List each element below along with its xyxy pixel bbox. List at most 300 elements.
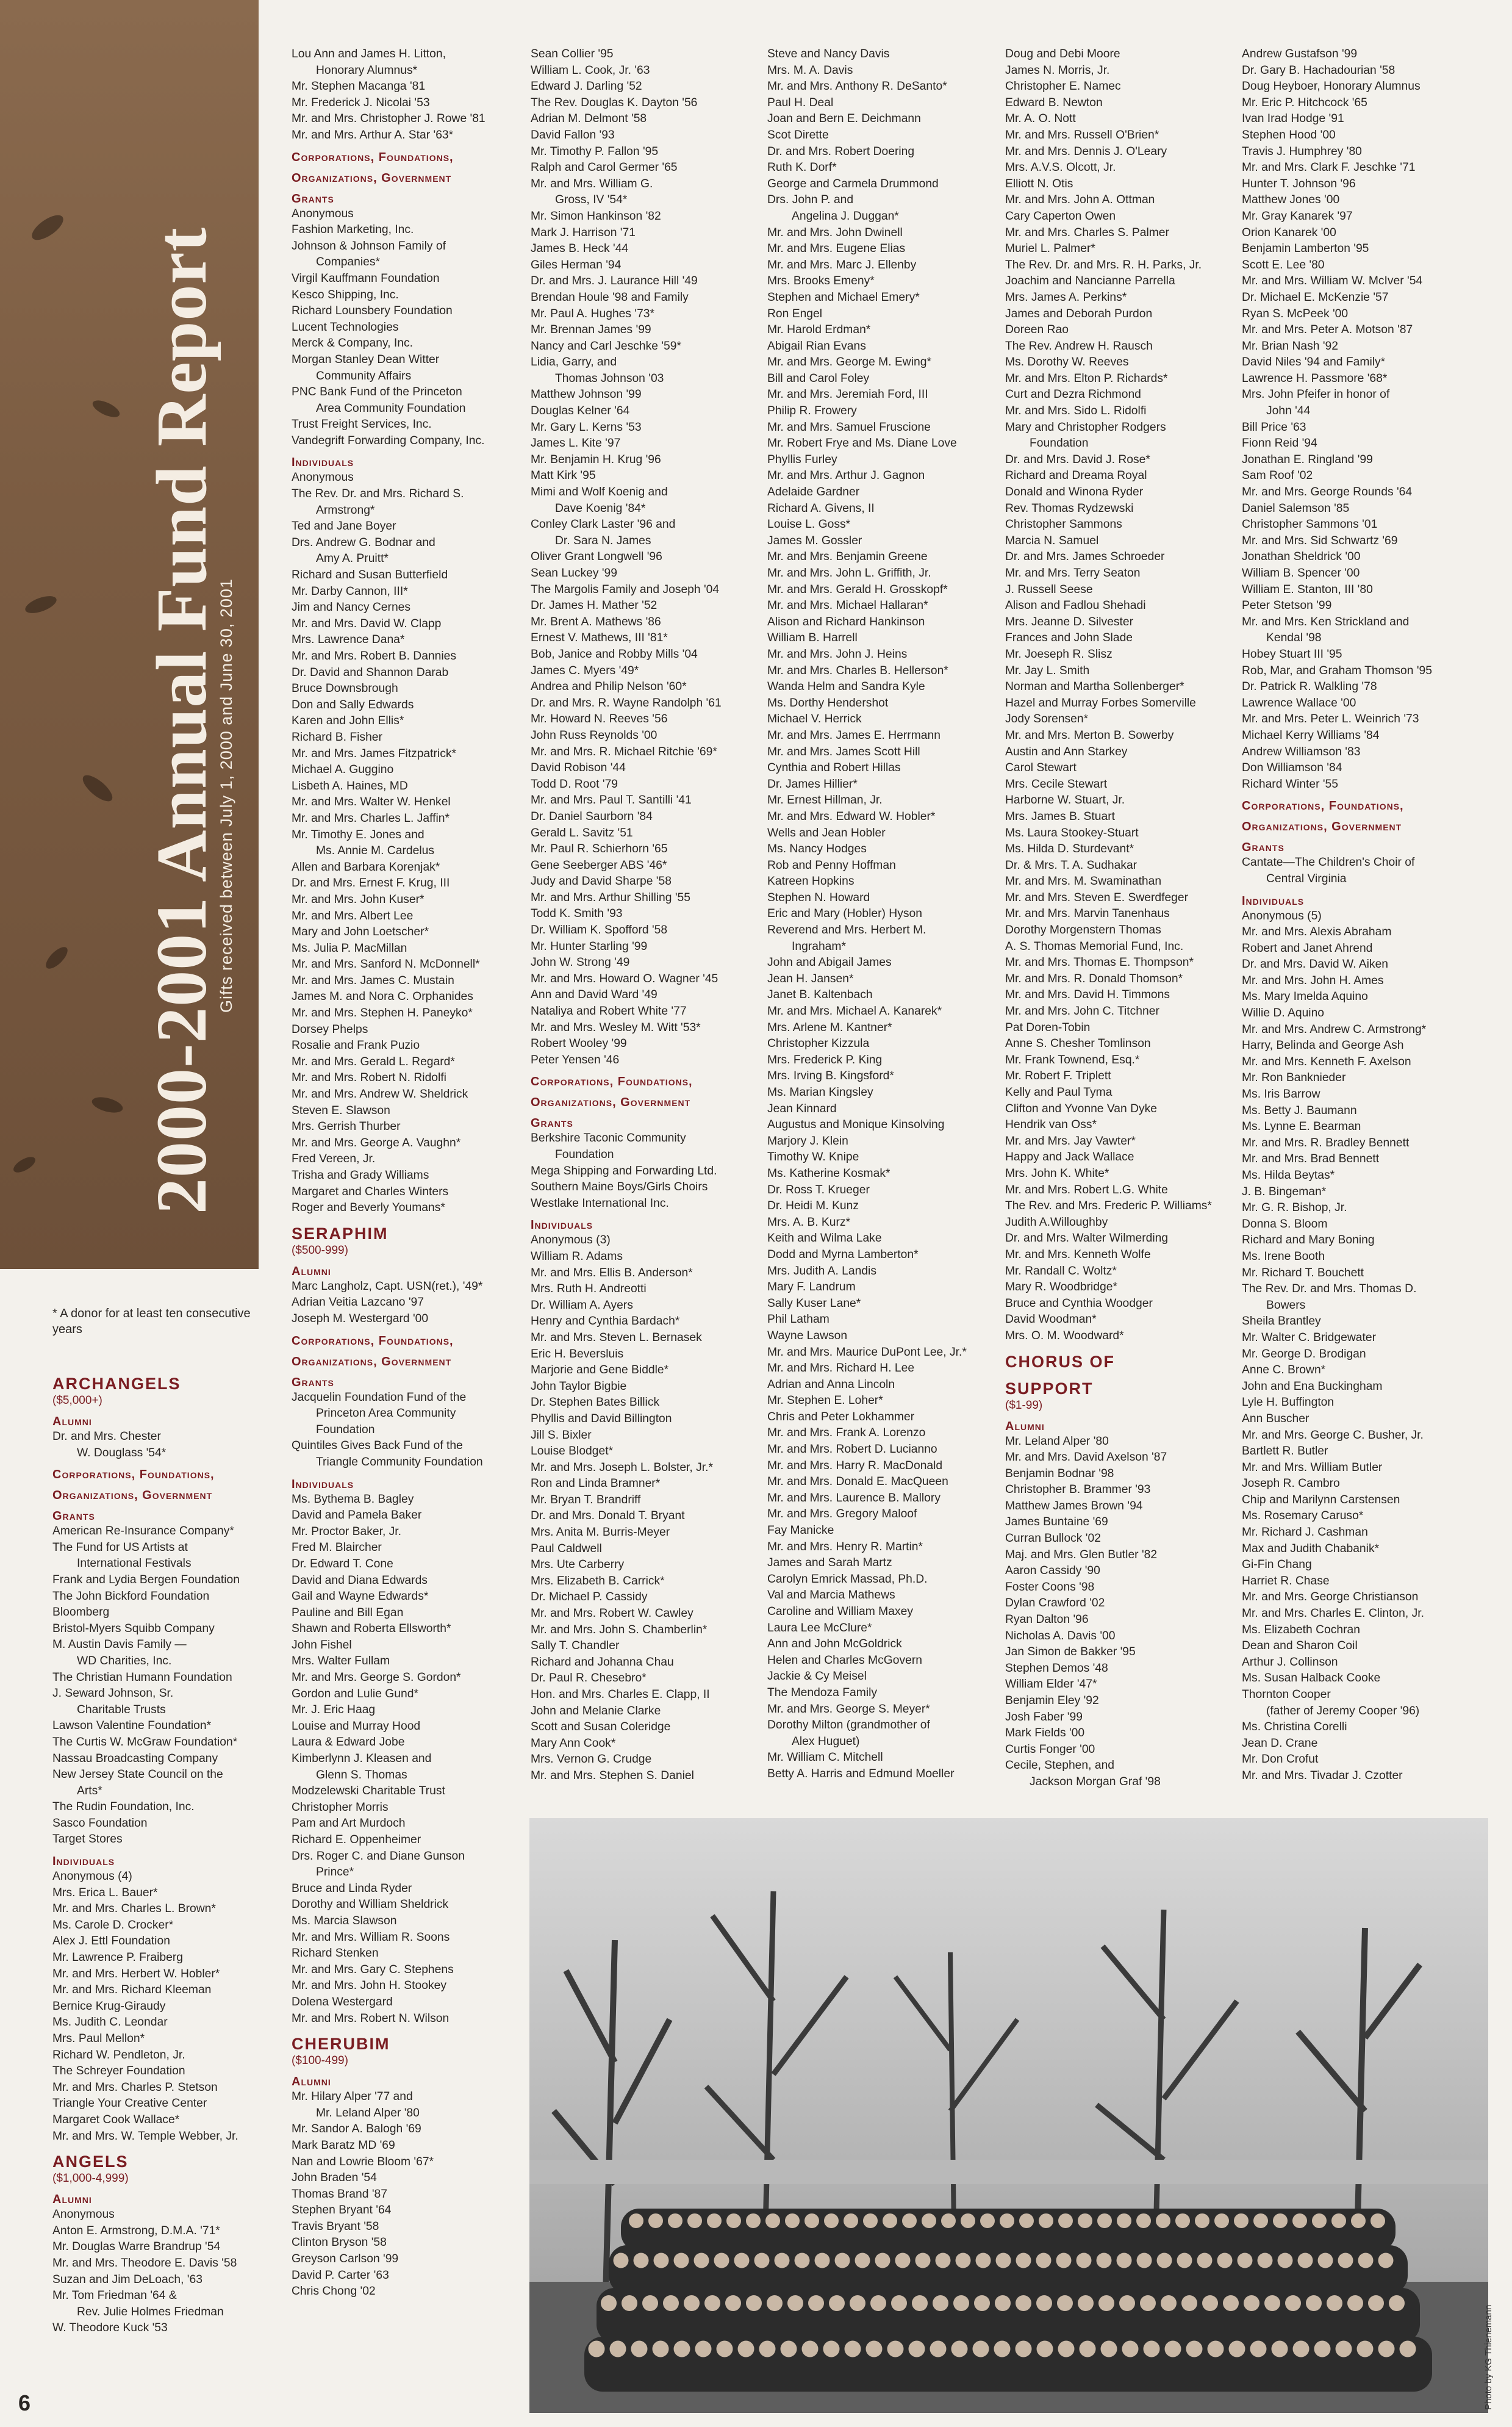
donor-name: James and Deborah Purdon — [1005, 307, 1153, 320]
donor-name: Doug Heyboer, Honorary Alumnus — [1242, 80, 1421, 93]
donor-name: Karen and John Ellis* — [292, 714, 404, 728]
donor-name: Morgan Stanley Dean Witter — [292, 353, 440, 366]
donor-name: Mr. and Mrs. Andrew W. Sheldrick — [292, 1088, 468, 1101]
donor-name: Ernest V. Mathews, III '81* — [531, 631, 668, 645]
donor-name: Nassau Broadcasting Company — [52, 1752, 218, 1765]
donor-name: The Rev. Andrew H. Rausch — [1005, 339, 1153, 353]
choir-member — [668, 2213, 683, 2228]
donor-name: Richard and Dreama Royal — [1005, 469, 1147, 483]
donor-name: Mr. and Mrs. John A. Ottman — [1005, 193, 1155, 207]
donor-name: Mr. and Mrs. Charles P. Stetson — [52, 2080, 218, 2094]
donor-name: Jean Kinnard — [767, 1102, 837, 1115]
donor-name: Fashion Marketing, Inc. — [292, 223, 414, 237]
donor-category-heading: Organizations, Government — [1242, 820, 1402, 834]
donor-name: Dr. and Mrs. James Schroeder — [1005, 550, 1165, 564]
donor-name: Mr. Benjamin H. Krug '96 — [531, 453, 661, 466]
donor-name: Jan Simon de Bakker '95 — [1005, 1645, 1136, 1659]
choir-member — [1347, 2295, 1363, 2311]
donor-name: Mr. and Mrs. James C. Mustain — [292, 974, 454, 987]
donor-name: Richard and Susan Butterfield — [292, 569, 448, 582]
donor-name: Adrian and Anna Lincoln — [767, 1378, 895, 1391]
choir-member — [974, 2295, 990, 2311]
donor-name: Harry, Belinda and George Ash — [1242, 1039, 1404, 1052]
donor-name: Andrea and Philip Nelson '60* — [531, 680, 687, 694]
donor-name: Mr. and Mrs. Steven L. Bernasek — [531, 1331, 702, 1344]
choir-member — [1117, 2213, 1131, 2228]
choir-member — [1175, 2213, 1190, 2228]
donor-name: Ron Engel — [767, 307, 823, 320]
donor-name: Mr. Leland Alper '80 — [316, 2106, 420, 2120]
donor-name: Mark J. Harrison '71 — [531, 226, 636, 239]
donor-name: Mr. Jay L. Smith — [1005, 664, 1090, 677]
donor-name: John '44 — [1266, 405, 1311, 418]
donor-name: Chris Chong '02 — [292, 2285, 376, 2298]
choir-member — [930, 2341, 947, 2357]
donor-name: Lawrence H. Passmore '68* — [1242, 372, 1388, 385]
donor-name: Mr. and Mrs. George A. Vaughn* — [292, 1136, 461, 1149]
donor-name: Mark Baratz MD '69 — [292, 2138, 395, 2152]
donor-name: Mr. and Mrs. Maurice DuPont Lee, Jr.* — [767, 1345, 967, 1359]
donor-name: Mr. Robert Frye and Ms. Diane Love — [767, 437, 957, 450]
choir-photo-image — [529, 1818, 1488, 2413]
donor-name: David Woodman* — [1005, 1313, 1097, 1326]
donor-name: Mrs. Paul Mellon* — [52, 2032, 145, 2045]
donor-name: Chip and Marilynn Carstensen — [1242, 1493, 1400, 1506]
donor-name: Dorothy Morgenstern Thomas — [1005, 924, 1161, 937]
donor-name: Fay Manicke — [767, 1524, 834, 1537]
donor-name: Mr. Sandor A. Balogh '69 — [292, 2123, 421, 2136]
donor-name: Douglas Kelner '64 — [531, 405, 630, 418]
donor-name: Travis J. Humphrey '80 — [1242, 145, 1362, 158]
donor-name: Stephen Demos '48 — [1005, 1661, 1108, 1675]
choir-member — [1078, 2295, 1094, 2311]
donor-name: Mr. and Mrs. Joseph L. Bolster, Jr.* — [531, 1461, 713, 1474]
donor-name: Mrs. Gerrish Thurber — [292, 1120, 401, 1134]
donor-name: Stephen and Michael Emery* — [767, 290, 920, 304]
donor-name: William B. Spencer '00 — [1242, 567, 1360, 580]
donor-name: Foster Coons '98 — [1005, 1580, 1095, 1594]
donor-name: Mr. and Mrs. Arthur J. Gagnon — [767, 469, 925, 483]
donor-name: Mr. and Mrs. George M. Ewing* — [767, 356, 931, 369]
donor-category-heading: Grants — [531, 1116, 573, 1131]
donor-name: Mrs. James A. Perkins* — [1005, 290, 1127, 304]
donor-name: Adrian M. Delmont '58 — [531, 112, 647, 126]
donor-name: Mr. and Mrs. Kenneth F. Axelson — [1242, 1055, 1411, 1068]
donor-name: Richard A. Givens, II — [767, 502, 875, 515]
choir-member — [1238, 2253, 1253, 2268]
giving-range: ($500-999) — [292, 1243, 348, 1257]
choir-member — [1400, 2341, 1416, 2357]
donor-name: Dr. James Hillier* — [767, 777, 858, 791]
choir-member — [1097, 2213, 1112, 2228]
donor-name: Mr. and Mrs. Terry Seaton — [1005, 567, 1141, 580]
donor-name: Wells and Jean Hobler — [767, 826, 886, 840]
donor-name: Nancy and Carl Jeschke '59* — [531, 339, 681, 353]
choir-member — [866, 2341, 883, 2357]
donor-name: Ms. Judith C. Leondar — [52, 2016, 168, 2029]
donor-name: New Jersey State Council on the — [52, 1768, 223, 1782]
donor-name: Scott E. Lee '80 — [1242, 258, 1325, 271]
choir-member — [754, 2253, 770, 2268]
choir-member — [941, 2213, 956, 2228]
donor-name: Alison and Fadlou Shehadi — [1005, 599, 1146, 613]
donor-name: Mrs. Judith A. Landis — [767, 1264, 876, 1278]
donor-name: Marcia N. Samuel — [1005, 534, 1099, 547]
donor-category-heading: Corporations, Foundations, — [52, 1468, 215, 1482]
donor-name: Curran Bullock '02 — [1005, 1532, 1101, 1545]
donor-name: Anonymous (5) — [1242, 909, 1322, 922]
donor-name: Central Virginia — [1266, 872, 1347, 885]
donor-name: Lisbeth A. Haines, MD — [292, 779, 408, 793]
choir-member — [642, 2295, 658, 2311]
choir-member — [653, 2341, 669, 2357]
donor-name: Mrs. Elizabeth B. Carrick* — [531, 1574, 665, 1587]
donor-name: Andrew Williamson '83 — [1242, 745, 1361, 758]
choir-member — [1057, 2295, 1073, 2311]
donor-name: Marjorie and Gene Biddle* — [531, 1364, 669, 1377]
donor-name: Ann and David Ward '49 — [531, 988, 657, 1002]
donor-name: Ryan S. McPeek '00 — [1242, 307, 1349, 320]
donor-name: Mary and John Loetscher* — [292, 926, 429, 939]
donor-name: Cantate—The Children's Choir of — [1242, 856, 1415, 869]
choir-member — [1298, 2253, 1313, 2268]
donor-name: Bill Price '63 — [1242, 420, 1306, 434]
choir-member — [631, 2341, 648, 2357]
donor-name: Princeton Area Community — [316, 1407, 456, 1420]
donor-name: Rosalie and Frank Puzio — [292, 1039, 420, 1052]
donor-name: Margaret Cook Wallace* — [52, 2113, 180, 2126]
donor-category-heading: Alumni — [292, 1264, 331, 1278]
donor-category-heading: Alumni — [1005, 1419, 1045, 1433]
donor-name: Sheila Brantley — [1242, 1315, 1321, 1328]
donor-name: Mr. and Mrs. Paul T. Santilli '41 — [531, 794, 692, 807]
donor-name: Mr. and Mrs. Albert Lee — [292, 909, 414, 922]
donor-name: James M. and Nora C. Orphanides — [292, 990, 473, 1004]
donor-name: Ted and Jane Boyer — [292, 520, 396, 533]
donor-name: Mr. and Mrs. George C. Busher, Jr. — [1242, 1428, 1424, 1442]
donor-name: Max and Judith Chabanik* — [1242, 1542, 1380, 1555]
donor-name: Mrs. Ruth H. Andreotti — [531, 1282, 647, 1296]
donor-name: Cynthia and Robert Hillas — [767, 761, 901, 775]
donor-name: Roger and Beverly Youmans* — [292, 1201, 445, 1215]
donor-name: Orion Kanarek '00 — [1242, 226, 1336, 239]
donor-name: Hobey Stuart III '95 — [1242, 647, 1342, 661]
choir-member — [589, 2341, 605, 2357]
donor-name: Mr. Eric P. Hitchcock '65 — [1242, 96, 1367, 109]
donor-name: Mimi and Wolf Koenig and — [531, 486, 668, 499]
donor-name: Dorothy Milton (grandmother of — [767, 1719, 930, 1732]
choir-member — [648, 2213, 663, 2228]
choir-member — [1122, 2341, 1139, 2357]
choir-member — [1389, 2295, 1405, 2311]
choir-member — [775, 2253, 790, 2268]
donor-name: Mrs. A. B. Kurz* — [767, 1215, 851, 1229]
choir-member — [863, 2213, 878, 2228]
donor-name: James Buntaine '69 — [1005, 1516, 1108, 1529]
donor-name: Doug and Debi Moore — [1005, 48, 1120, 60]
donor-name: Mr. and Mrs. Merton B. Sowerby — [1005, 728, 1174, 742]
donor-name: Dr. and Mrs. Ernest F. Krug, III — [292, 877, 450, 890]
donor-name: Mr. Darby Cannon, III* — [292, 584, 408, 598]
donor-name: Mrs. Ute Carberry — [531, 1558, 625, 1572]
donor-name: The Rudin Foundation, Inc. — [52, 1800, 195, 1814]
choir-member — [815, 2253, 830, 2268]
donor-name: Mr. and Mrs. Harry R. MacDonald — [767, 1459, 943, 1472]
choir-member — [1016, 2295, 1031, 2311]
donor-name: John and Melanie Clarke — [531, 1704, 661, 1717]
donor-name: Eric H. Beversluis — [531, 1347, 624, 1361]
donor-name: Norman and Martha Sollenberger* — [1005, 680, 1184, 694]
donor-name: Richard Stenken — [292, 1947, 379, 1960]
donor-name: Mr. and Mrs. William W. McIver '54 — [1242, 275, 1423, 288]
donor-name: Mr. and Mrs. Dennis J. O'Leary — [1005, 145, 1167, 158]
donor-name: Ms. Mary Imelda Aquino — [1242, 990, 1368, 1004]
donor-name: Louise and Murray Hood — [292, 1719, 421, 1733]
donor-name: Keith and Wilma Lake — [767, 1232, 882, 1245]
choir-member — [980, 2213, 995, 2228]
donor-name: Triangle Your Creative Center — [52, 2097, 207, 2110]
donor-name: Joseph R. Cambro — [1242, 1477, 1340, 1490]
choir-member — [1077, 2253, 1092, 2268]
donor-name: Mr. Stephen Macanga '81 — [292, 80, 426, 93]
donor-name: Virgil Kauffmann Foundation — [292, 271, 440, 285]
donor-name: Ms. Annie M. Cardelus — [316, 844, 434, 858]
donor-name: Mr. and Mrs. Peter A. Motson '87 — [1242, 323, 1413, 337]
choir-member — [1306, 2295, 1322, 2311]
choir-member — [995, 2295, 1011, 2311]
donor-name: Thornton Cooper — [1242, 1688, 1331, 1701]
choir-member — [1078, 2213, 1092, 2228]
donor-name: Berkshire Taconic Community — [531, 1132, 686, 1145]
choir-member — [787, 2295, 803, 2311]
donor-name: Judith A.Willoughby — [1005, 1215, 1108, 1229]
donor-name: PNC Bank Fund of the Princeton — [292, 386, 462, 399]
donor-name: A. S. Thomas Memorial Fund, Inc. — [1005, 940, 1184, 953]
choir-member — [1000, 2213, 1014, 2228]
choir-member — [1314, 2341, 1331, 2357]
donor-name: Marjory J. Klein — [767, 1134, 848, 1148]
donor-name: Mr. and Mrs. William G. — [531, 177, 653, 190]
choir-member — [1016, 2253, 1031, 2268]
donor-name: Cecile, Stephen, and — [1005, 1759, 1115, 1772]
donor-name: Jill S. Bixler — [531, 1428, 592, 1442]
donor-name: Companies* — [316, 256, 381, 269]
donor-category-heading: Individuals — [531, 1218, 593, 1232]
donor-name: Phil Latham — [767, 1313, 829, 1326]
donor-name: Mr. Robert F. Triplett — [1005, 1070, 1111, 1083]
donor-column-3 — [531, 46, 762, 1785]
donor-name: Ms. Betty J. Baumann — [1242, 1104, 1357, 1117]
donor-name: Mr. A. O. Nott — [1005, 112, 1076, 126]
donor-name: Mr. William C. Mitchell — [767, 1751, 883, 1764]
donor-name: J. Seward Johnson, Sr. — [52, 1687, 174, 1700]
choir-member — [1378, 2253, 1394, 2268]
donor-name: Mr. Brian Nash '92 — [1242, 339, 1338, 353]
donor-name: Mrs. O. M. Woodward* — [1005, 1329, 1124, 1342]
donor-name: Trust Freight Services, Inc. — [292, 418, 432, 431]
choir-member — [717, 2341, 733, 2357]
donor-name: Triangle Community Foundation — [316, 1455, 483, 1469]
donor-name: Ingraham* — [792, 940, 846, 953]
donor-name: Mr. and Mrs. R. Donald Thomson* — [1005, 972, 1183, 985]
donor-name: Thomas Johnson '03 — [555, 372, 664, 385]
donor-name: Mrs. Jeanne D. Silvester — [1005, 615, 1134, 628]
donor-name: Dylan Crawford '02 — [1005, 1597, 1105, 1610]
choir-member — [855, 2253, 870, 2268]
choir-member — [1258, 2253, 1273, 2268]
donor-name: Kimberlynn J. Kleasen and — [292, 1752, 432, 1766]
donor-name: Quintiles Gives Back Fund of the — [292, 1439, 463, 1453]
donor-name: Dr. & Mrs. T. A. Sudhakar — [1005, 858, 1138, 872]
donor-category-heading: Corporations, Foundations, — [1242, 799, 1404, 813]
donor-name: Ralph and Carol Germer '65 — [531, 161, 678, 174]
donor-name: Matt Kirk '95 — [531, 469, 596, 483]
donor-name: Mega Shipping and Forwarding Ltd. — [531, 1164, 717, 1178]
donor-category-heading: Corporations, Foundations, — [531, 1075, 693, 1089]
donor-name: Mr. and Mrs. Robert N. Ridolfi — [292, 1071, 446, 1085]
choir-member — [1264, 2295, 1280, 2311]
donor-name: Anonymous (4) — [52, 1870, 132, 1883]
choir-member — [824, 2213, 839, 2228]
donor-name: Mr. and Mrs. Alexis Abraham — [1242, 926, 1392, 939]
donor-name: Mary R. Woodbridge* — [1005, 1281, 1117, 1294]
donor-name: Allen and Barbara Korenjak* — [292, 860, 440, 874]
donor-name: Mr. and Mrs. John C. Titchner — [1005, 1005, 1159, 1018]
choir-member — [1253, 2213, 1268, 2228]
donor-name: Mrs. Erica L. Bauer* — [52, 1886, 158, 1899]
giving-level-heading: CHORUS OF — [1005, 1352, 1115, 1371]
donor-name: Happy and Jack Wallace — [1005, 1151, 1134, 1164]
choir-member — [687, 2213, 702, 2228]
donor-name: James and Sarah Martz — [767, 1556, 892, 1570]
donor-name: Dr. James H. Mather '52 — [531, 599, 657, 613]
choir-member — [835, 2253, 850, 2268]
choir-member — [1318, 2253, 1333, 2268]
choir-member — [1195, 2213, 1209, 2228]
donor-name: Mr. and Mrs. Steven E. Swerdfeger — [1005, 891, 1189, 904]
choir-member — [844, 2213, 858, 2228]
donor-name: Ruth K. Dorf* — [767, 161, 837, 174]
donor-name: Nan and Lowrie Bloom '67* — [292, 2155, 434, 2168]
choir-member — [663, 2295, 679, 2311]
donor-name: Mr. Frank Townend, Esq.* — [1005, 1053, 1140, 1066]
donor-name: Mr. Bryan T. Brandriff — [531, 1493, 641, 1506]
donor-category-heading: Individuals — [292, 456, 354, 470]
donor-name: John Fishel — [292, 1638, 352, 1652]
donor-name: Rev. Julie Holmes Friedman — [77, 2305, 224, 2318]
donor-column-5 — [1005, 46, 1237, 1791]
donor-name: Cary Caperton Owen — [1005, 209, 1116, 223]
choir-member — [1058, 2213, 1073, 2228]
donor-name: Anonymous — [52, 2208, 115, 2221]
donor-name: Richard and Mary Boning — [1242, 1234, 1375, 1247]
choir-member — [973, 2341, 989, 2357]
donor-name: Arts* — [77, 1784, 102, 1797]
donor-name: Ms. Hilda Beytas* — [1242, 1169, 1335, 1182]
donor-name: Joachim and Nancianne Parrella — [1005, 275, 1175, 288]
donor-name: Gail and Wayne Edwards* — [292, 1590, 429, 1603]
donor-name: Richard Winter '55 — [1242, 777, 1338, 791]
choir-member — [1370, 2213, 1385, 2228]
donor-name: Mr. and Mrs. Samuel Fruscione — [767, 420, 931, 434]
choir-member — [610, 2341, 626, 2357]
donor-name: Dr. and Mrs. David J. Rose* — [1005, 453, 1150, 466]
choir-member — [1019, 2213, 1034, 2228]
donor-column-1 — [52, 1367, 284, 2337]
choir-member — [1036, 2253, 1052, 2268]
donor-name: Bruce and Linda Ryder — [292, 1882, 412, 1895]
donor-name: Maj. and Mrs. Glen Butler '82 — [1005, 1548, 1158, 1561]
donor-category-heading: Organizations, Government — [292, 1354, 452, 1368]
donor-name: (father of Jeremy Cooper '96) — [1266, 1704, 1420, 1717]
donor-name: The Rev. Dr. and Mrs. Richard S. — [292, 487, 464, 501]
donor-name: Joan and Bern E. Deichmann — [767, 112, 921, 126]
donor-name: Mrs. Anita M. Burris-Meyer — [531, 1526, 670, 1539]
donor-name: Augustus and Monique Kinsolving — [767, 1118, 945, 1132]
donor-name: Phyllis and David Billington — [531, 1412, 672, 1425]
donor-name: Mr. and Mrs. Howard O. Wagner '45 — [531, 972, 718, 985]
donor-name: Southern Maine Boys/Girls Choirs — [531, 1181, 708, 1194]
donor-name: Richard B. Fisher — [292, 730, 382, 744]
choir-member — [823, 2341, 840, 2357]
choir-member — [802, 2341, 819, 2357]
donor-name: Westlake International Inc. — [531, 1196, 669, 1210]
choir-member — [996, 2253, 1011, 2268]
donor-name: Amy A. Pruitt* — [316, 552, 389, 566]
donor-name: Mr. Douglas Warre Brandrup '54 — [52, 2240, 221, 2254]
giving-range: ($1,000-4,999) — [52, 2172, 129, 2185]
donor-name: Jody Sorensen* — [1005, 713, 1089, 726]
donor-name: Sally T. Chandler — [531, 1639, 620, 1653]
donor-name: Dodd and Myrna Lamberton* — [767, 1248, 919, 1261]
donor-name: Reverend and Mrs. Herbert M. — [767, 924, 926, 937]
donor-name: Mr. and Mrs. Ken Strickland and — [1242, 615, 1410, 628]
donor-name: Mr. Howard N. Reeves '56 — [531, 713, 668, 726]
page-number: 6 — [18, 2390, 31, 2415]
donor-name: Christopher Sammons '01 — [1242, 518, 1378, 531]
donor-name: Alison and Richard Hankinson — [767, 615, 925, 628]
donor-name: Steve and Nancy Davis — [767, 48, 890, 60]
donor-name: Dr. Sara N. James — [555, 534, 651, 547]
donor-name: Donald and Winona Ryder — [1005, 486, 1144, 499]
donor-name: Mr. and Mrs. Marvin Tanenhaus — [1005, 907, 1170, 921]
choir-member — [1039, 2213, 1053, 2228]
donor-name: George and Carmela Drummond — [767, 177, 939, 190]
donor-name: James N. Morris, Jr. — [1005, 63, 1110, 77]
choir-member — [654, 2253, 669, 2268]
donor-name: Richard and Johanna Chau — [531, 1655, 674, 1669]
choir-member — [1161, 2295, 1177, 2311]
donor-name: Stephen N. Howard — [767, 891, 870, 904]
donor-name: Mr. Hilary Alper '77 and — [292, 2090, 413, 2104]
choir-member — [746, 2295, 762, 2311]
donor-name: Mr. Ron Banknieder — [1242, 1071, 1346, 1085]
choir-member — [1331, 2213, 1346, 2228]
donor-name: Mr. and Mrs. Charles L. Jaffin* — [292, 811, 450, 825]
donor-name: John and Abigail James — [767, 956, 892, 969]
donor-name: Mrs. Frederick P. King — [767, 1053, 883, 1066]
donor-name: Mrs. A.V.S. Olcott, Jr. — [1005, 161, 1116, 174]
donor-name: Peter Yensen '46 — [531, 1053, 620, 1066]
donor-name: Val and Marcia Mathews — [767, 1589, 895, 1602]
choir-member — [1293, 2341, 1310, 2357]
donor-name: Dr. Edward T. Cone — [292, 1557, 393, 1570]
choir-member — [1080, 2341, 1096, 2357]
choir-photo — [529, 1818, 1488, 2413]
donor-name: Bowers — [1266, 1298, 1306, 1312]
donor-name: Angelina J. Duggan* — [792, 209, 899, 223]
donor-name: Josh Faber '99 — [1005, 1710, 1083, 1724]
